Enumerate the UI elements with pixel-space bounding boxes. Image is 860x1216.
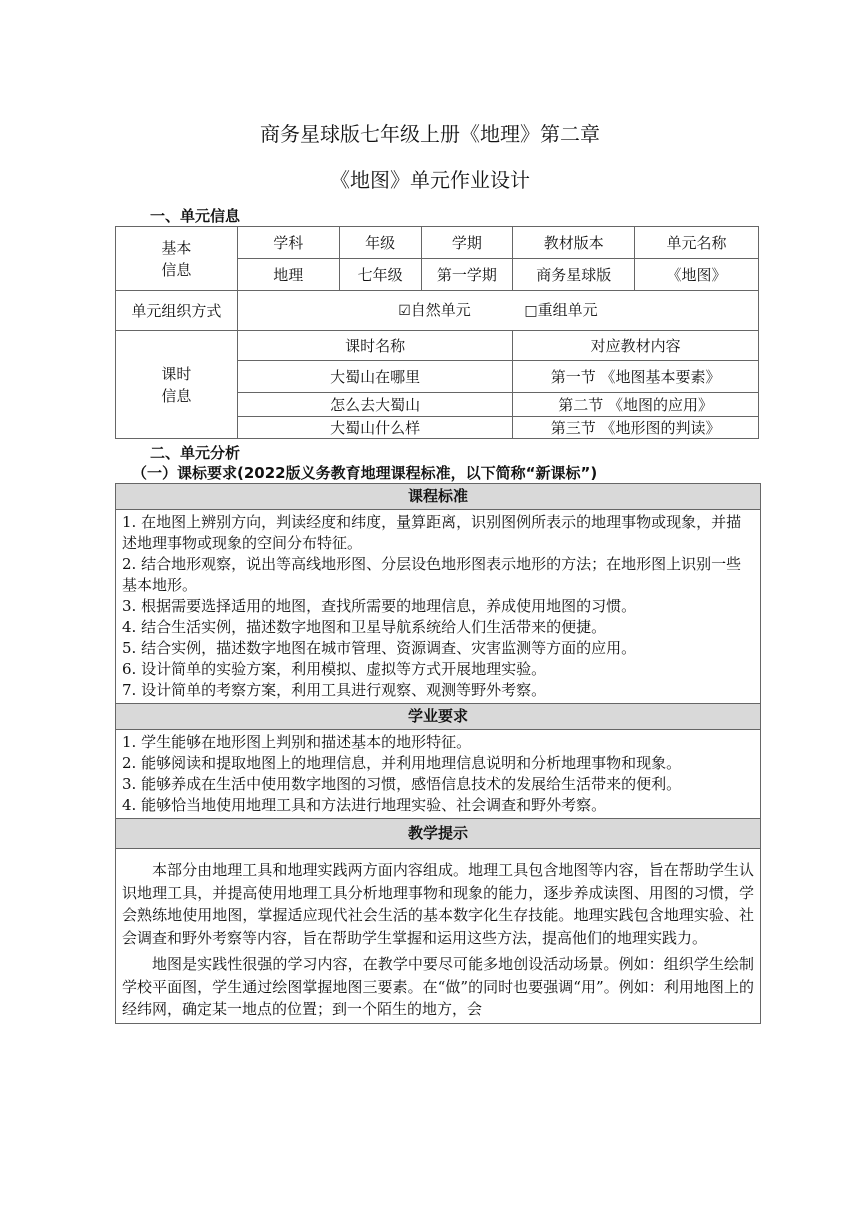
list-item: 2. 能够阅读和提取地图上的地理信息，并利用地理信息说明和分析地理事物和现象。 — [122, 754, 682, 772]
basic-info-label-text: 基本信息 — [161, 238, 192, 279]
org-options — [237, 291, 758, 331]
lesson-name-header: 课时名称 — [237, 331, 513, 361]
list-item: 3. 能够养成在生活中使用数字地图的习惯，感悟信息技术的发展给生活带来的便利。 — [122, 775, 682, 793]
list-item: 1. 在地图上辨别方向，判读经度和纬度，量算距离，识别图例所表示的地理事物或现象，并描述地理事物或现象的空间分布特征。 — [122, 513, 742, 552]
basic-info-label — [116, 227, 238, 291]
academic-list — [116, 730, 761, 819]
page-title-line1: 商务星球版七年级上册《地理》第二章 — [260, 122, 600, 146]
header-cell: 学期 — [421, 227, 513, 259]
list-item: 7. 设计简单的考察方案，利用工具进行观察、观测等野外考察。 — [122, 681, 547, 699]
org-option-natural: 自然单元 — [410, 301, 471, 319]
lesson-name: 大蜀山在哪里 — [237, 361, 513, 393]
page-title-line2: 《地图》单元作业设计 — [330, 168, 530, 192]
list-item: 6. 设计简单的实验方案，利用模拟、虚拟等方式开展地理实验。 — [122, 660, 547, 678]
list-item: 4. 能够恰当地使用地理工具和方法进行地理实验、社会调查和野外考察。 — [122, 796, 607, 814]
standards-list — [116, 510, 761, 704]
section-title-teaching: 教学提示 — [116, 819, 761, 849]
list-item: 2. 结合地形观察，说出等高线地形图、分层设色地形图表示地形的方法；在地形图上识别一些基本地形。 — [122, 555, 742, 594]
standards-table — [115, 483, 761, 1024]
unit-info-table — [115, 226, 759, 439]
value-cell: 地理 — [237, 259, 339, 291]
lesson-content: 第二节 《地图的应用》 — [513, 393, 759, 417]
header-cell: 单元名称 — [635, 227, 759, 259]
subsection-heading-standards: （一）课标要求(2022版义务教育地理课程标准，以下简称“新课标”) — [132, 464, 598, 482]
value-cell: 七年级 — [339, 259, 421, 291]
section-heading-unit-info: 一、单元信息 — [150, 207, 241, 225]
checkbox-checked-icon: ☑ — [398, 303, 411, 319]
list-item: 3. 根据需要选择适用的地图，查找所需要的地理信息，养成使用地图的习惯。 — [122, 597, 637, 615]
paragraph: 地图是实践性很强的学习内容，在教学中要尽可能多地创设活动场景。例如：组织学生绘制学校平面图，学生通过绘图掌握地图三要素。在“做”的同时也要强调“用”。例如：利用地图上的经纬网，确定某一地点的位置；到一个陌生的地方，会 — [122, 955, 754, 1018]
list-item: 1. 学生能够在地形图上判别和描述基本的地形特征。 — [122, 733, 472, 751]
lesson-content-header: 对应教材内容 — [513, 331, 759, 361]
teaching-text — [116, 849, 761, 1024]
lesson-name: 大蜀山什么样 — [237, 417, 513, 439]
lesson-info-label — [116, 331, 238, 439]
paragraph: 本部分由地理工具和地理实践两方面内容组成。地理工具包含地图等内容，旨在帮助学生认识地理工具，并提高使用地理工具分析地理事物和现象的能力，逐步养成读图、用图的习惯，学会熟练地使用地图，掌握适应现代社会生活的基本数字化生存技能。地理实践包含地理实验、社会调查和野外考察等内容，旨在帮助学生掌握和运用这些方法，提高他们的地理实践力。 — [122, 861, 754, 947]
header-cell: 教材版本 — [513, 227, 635, 259]
lesson-content: 第一节 《地图基本要素》 — [513, 361, 759, 393]
lesson-content: 第三节 《地形图的判读》 — [513, 417, 759, 439]
header-cell: 年级 — [339, 227, 421, 259]
checkbox-empty-icon: □ — [524, 303, 538, 319]
list-item: 5. 结合实例，描述数字地图在城市管理、资源调查、灾害监测等方面的应用。 — [122, 639, 637, 657]
value-cell: 商务星球版 — [513, 259, 635, 291]
lesson-info-label-text: 课时信息 — [161, 364, 192, 405]
header-cell: 学科 — [237, 227, 339, 259]
section-title-standards: 课程标准 — [116, 484, 761, 510]
list-item: 4. 结合生活实例，描述数字地图和卫星导航系统给人们生活带来的便捷。 — [122, 618, 607, 636]
section-heading-unit-analysis: 二、单元分析 — [150, 444, 241, 462]
lesson-name: 怎么去大蜀山 — [237, 393, 513, 417]
value-cell: 《地图》 — [635, 259, 759, 291]
org-option-regroup: 重组单元 — [537, 301, 598, 319]
value-cell: 第一学期 — [421, 259, 513, 291]
org-label: 单元组织方式 — [116, 291, 238, 331]
section-title-academic: 学业要求 — [116, 704, 761, 730]
